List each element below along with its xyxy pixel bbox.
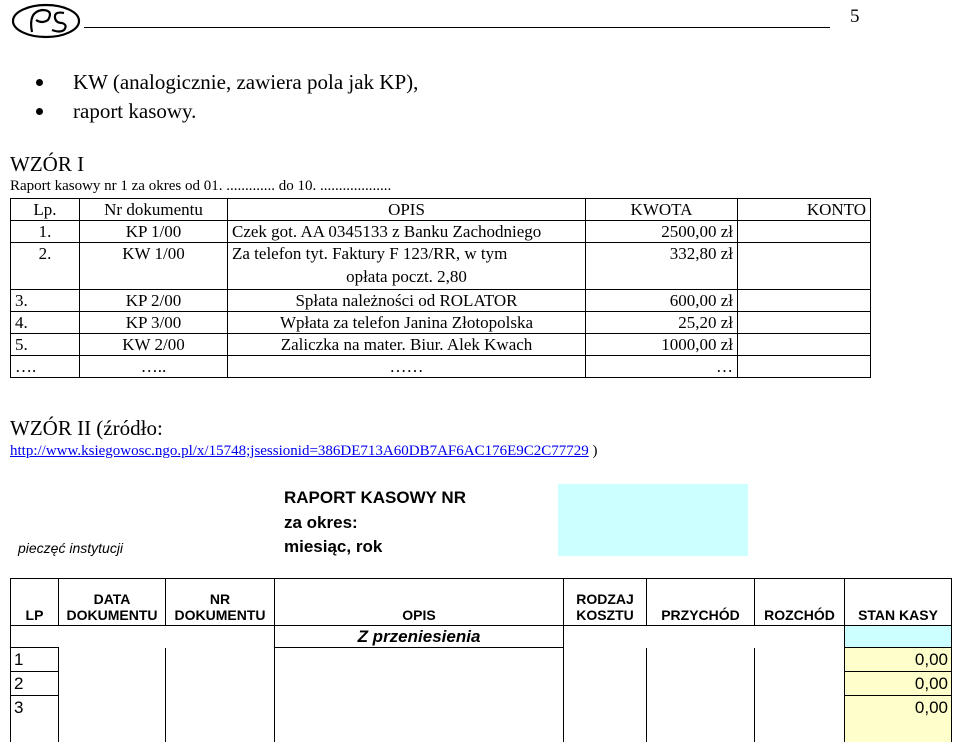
carry-over-label: Z przeniesienia — [275, 626, 564, 648]
cell-stan-kasy: 0,00 — [845, 696, 952, 720]
column-header: Nr dokumentu — [80, 199, 228, 221]
cell-konto — [738, 264, 871, 290]
cell-kwota: 600,00 zł — [586, 290, 738, 312]
table-row — [11, 648, 952, 672]
report-title — [284, 486, 466, 560]
cell-nr: KW 2/00 — [80, 334, 228, 356]
table-row — [11, 356, 871, 378]
column-header: STAN KASY — [845, 579, 952, 626]
column-header: KWOTA — [586, 199, 738, 221]
cell-nr — [80, 264, 228, 290]
column-header: NR DOKUMENTU — [166, 579, 275, 626]
column-header: OPIS — [275, 579, 564, 626]
stamp-label: pieczęć instytucji — [18, 540, 124, 556]
table-row — [11, 334, 871, 356]
source-line — [10, 443, 598, 460]
cell-konto — [738, 290, 871, 312]
cell-konto — [738, 334, 871, 356]
cell-kwota: … — [586, 356, 738, 378]
cell-lp — [11, 264, 80, 290]
cell-lp: …. — [11, 356, 80, 378]
table-row — [11, 290, 871, 312]
bullet-dot-icon — [36, 79, 43, 86]
table-row — [11, 243, 871, 265]
header-rule — [84, 27, 830, 28]
column-header: ROZCHÓD — [755, 579, 845, 626]
cell-lp: 5. — [11, 334, 80, 356]
report-title-line: miesiąc, rok — [284, 537, 383, 556]
bullet-item — [36, 99, 196, 124]
cell-stan-kasy: 0,00 — [845, 648, 952, 672]
form1-table — [10, 198, 871, 378]
table-row — [11, 312, 871, 334]
cell-lp: 3 — [11, 696, 59, 720]
cell-konto — [738, 312, 871, 334]
form2-table — [10, 578, 952, 742]
form1-subtitle: Raport kasowy nr 1 za okres od 01. ............. do 10. ................... — [10, 178, 392, 194]
cell-opis: Za telefon tyt. Faktury F 123/RR, w tym — [228, 243, 586, 265]
source-link[interactable]: http://www.ksiegowosc.ngo.pl/x/15748;jsessionid=386DE713A60DB7AF6AC176E9C2C77729 — [10, 443, 589, 459]
cell-nr: KP 1/00 — [80, 221, 228, 243]
cell-lp: 3. — [11, 290, 80, 312]
table-row — [11, 221, 871, 243]
table-header-row — [11, 199, 871, 221]
cell-kwota: 2500,00 zł — [586, 221, 738, 243]
cell-stan-kasy: 0,00 — [845, 672, 952, 696]
cell-opis: …… — [228, 356, 586, 378]
table-row — [11, 719, 952, 742]
cell-opis: Wpłata za telefon Janina Złotopolska — [228, 312, 586, 334]
page-number: 5 — [850, 6, 860, 27]
cell-opis: opłata poczt. 2,80 — [228, 264, 586, 290]
form2-heading: WZÓR II (źródło: — [10, 416, 163, 440]
cell-lp: 2. — [11, 243, 80, 265]
cell-kwota: 332,80 zł — [586, 243, 738, 265]
cell-lp: 1. — [11, 221, 80, 243]
cell-kwota: 25,20 zł — [586, 312, 738, 334]
cell-lp: 4. — [11, 312, 80, 334]
column-header: LP — [11, 579, 59, 626]
cell-lp: 2 — [11, 672, 59, 696]
cell-opis: Spłata należności od ROLATOR — [228, 290, 586, 312]
table-row — [11, 672, 952, 696]
column-header: KONTO — [738, 199, 871, 221]
cell-konto — [738, 243, 871, 265]
report-title-line: RAPORT KASOWY NR — [284, 488, 466, 507]
carry-over-value-field[interactable] — [845, 626, 952, 648]
cell-kwota: 1000,00 zł — [586, 334, 738, 356]
report-title-line: za okres: — [284, 512, 358, 532]
cell-opis: Czek got. AA 0345133 z Banku Zachodniego — [228, 221, 586, 243]
cell-konto — [738, 221, 871, 243]
column-header: DATA DOKUMENTU — [59, 579, 166, 626]
cell-kwota — [586, 264, 738, 290]
cell-nr: KP 2/00 — [80, 290, 228, 312]
table-header-row — [11, 579, 952, 626]
column-header: RODZAJ KOSZTU — [564, 579, 647, 626]
column-header: PRZYCHÓD — [647, 579, 755, 626]
column-header: Lp. — [11, 199, 80, 221]
cell-nr: KW 1/00 — [80, 243, 228, 265]
cell-lp: 1 — [11, 648, 59, 672]
report-number-field[interactable] — [558, 484, 748, 556]
ps-logo — [10, 2, 82, 40]
bullet-text: raport kasowy. — [73, 99, 197, 123]
source-suffix: ) — [588, 443, 598, 459]
carry-over-row — [11, 626, 952, 648]
column-header: OPIS — [228, 199, 586, 221]
form1-heading: WZÓR I — [10, 152, 85, 176]
cell-nr: ….. — [80, 356, 228, 378]
table-row — [11, 696, 952, 720]
bullet-item — [36, 70, 418, 95]
bullet-text: KW (analogicznie, zawiera pola jak KP), — [73, 70, 419, 94]
cell-nr: KP 3/00 — [80, 312, 228, 334]
table-row — [11, 264, 871, 290]
cell-opis: Zaliczka na mater. Biur. Alek Kwach — [228, 334, 586, 356]
bullet-dot-icon — [36, 108, 43, 115]
cell-konto — [738, 356, 871, 378]
